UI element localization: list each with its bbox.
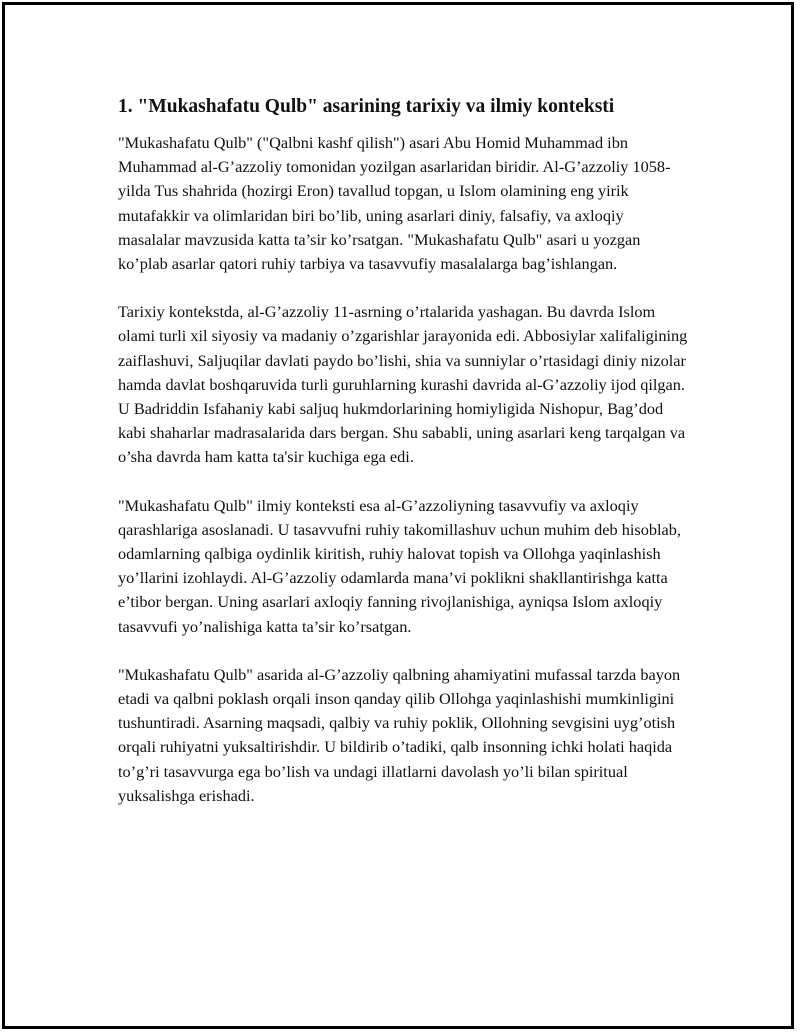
paragraph-1: "Mukashafatu Qulb" ("Qalbni kashf qilish") asari Abu Homid Muhammad ibn Muhammad al-G’azzoliy tomonidan yozilgan asarlaridan biridir. Al-G’azzoliy 1058-yilda Tus shahrida (hozirgi Eron) tavallud topgan, u Islom olamining eng yirik mutafakkir va olimlaridan biri bo’lib, uning asarlari diniy, falsafiy, va axloqiy masalalar mavzusida katta ta’sir ko’rsatgan. "Mukashafatu Qulb" asari u yozgan ko’plab asarlar qatori ruhiy tarbiya va tasavvufiy masalalarga bag’ishlangan. bbox=[118, 133, 671, 274]
paragraph-2: Tarixiy kontekstda, al-G’azzoliy 11-asrning o’rtalarida yashagan. Bu davrda Islom olami turli xil siyosiy va madaniy o’zgarishlar jarayonida edi. Abbosiylar xalifaligining zaiflashuvi, Saljuqilar davlati paydo bo’lishi, shia va sunniylar o’rtasidagi diniy nizolar hamda davlat boshqaruvida turli guruhlarning kurashi davrida al-G’azzoliy ijod qilgan. U Badriddin Isfahaniy kabi saljuq hukmdorlarining homiyligida Nishopur, Bag’dod kabi shaharlar madrasalarida dars bergan. Shu sababli, uning asarlari keng tarqalgan va o’sha davrda ham katta ta'sir kuchiga ega edi. bbox=[118, 302, 688, 467]
document-title: 1. "Mukashafatu Qulb" asarining tarixiy va ilmiy konteksti bbox=[118, 96, 615, 117]
document-body bbox=[118, 93, 688, 832]
paragraph-4: "Mukashafatu Qulb" asarida al-G’azzoliy qalbning ahamiyatini mufassal tarzda bayon etadi va qalbni poklash orqali inson qanday qilib Ollohga yaqinlashishi mumkinligini tushuntiradi. Asarning maqsadi, qalbiy va ruhiy poklik, Ollohning sevgisini uyg’otish orqali ruhiyatni yuksaltirishdir. U bildirib o’tadiki, qalb insonning ichki holati haqida to’g’ri tasavvurga ega bo’lish va undagi illatlarni davolash yo’li bilan spiritual yuksalishga erishadi. bbox=[118, 664, 681, 805]
paragraph-3: "Mukashafatu Qulb" ilmiy konteksti esa al-G’azzoliyning tasavvufiy va axloqiy qarashlariga asoslanadi. U tasavvufni ruhiy takomillashuv uchun muhim deb hisoblab, odamlarning qalbiga oydinlik kiritish, ruhiy halovat topish va Ollohga yaqinlashish yo’llarini izohlaydi. Al-G’azzoliy odamlarda mana’vi poklikni shakllantirishga katta e’tibor bergan. Uning asarlari axloqiy fanning rivojlanishiga, ayniqsa Islom axloqiy tasavvufi yo’nalishiga katta ta’sir ko’rsatgan. bbox=[118, 495, 681, 636]
